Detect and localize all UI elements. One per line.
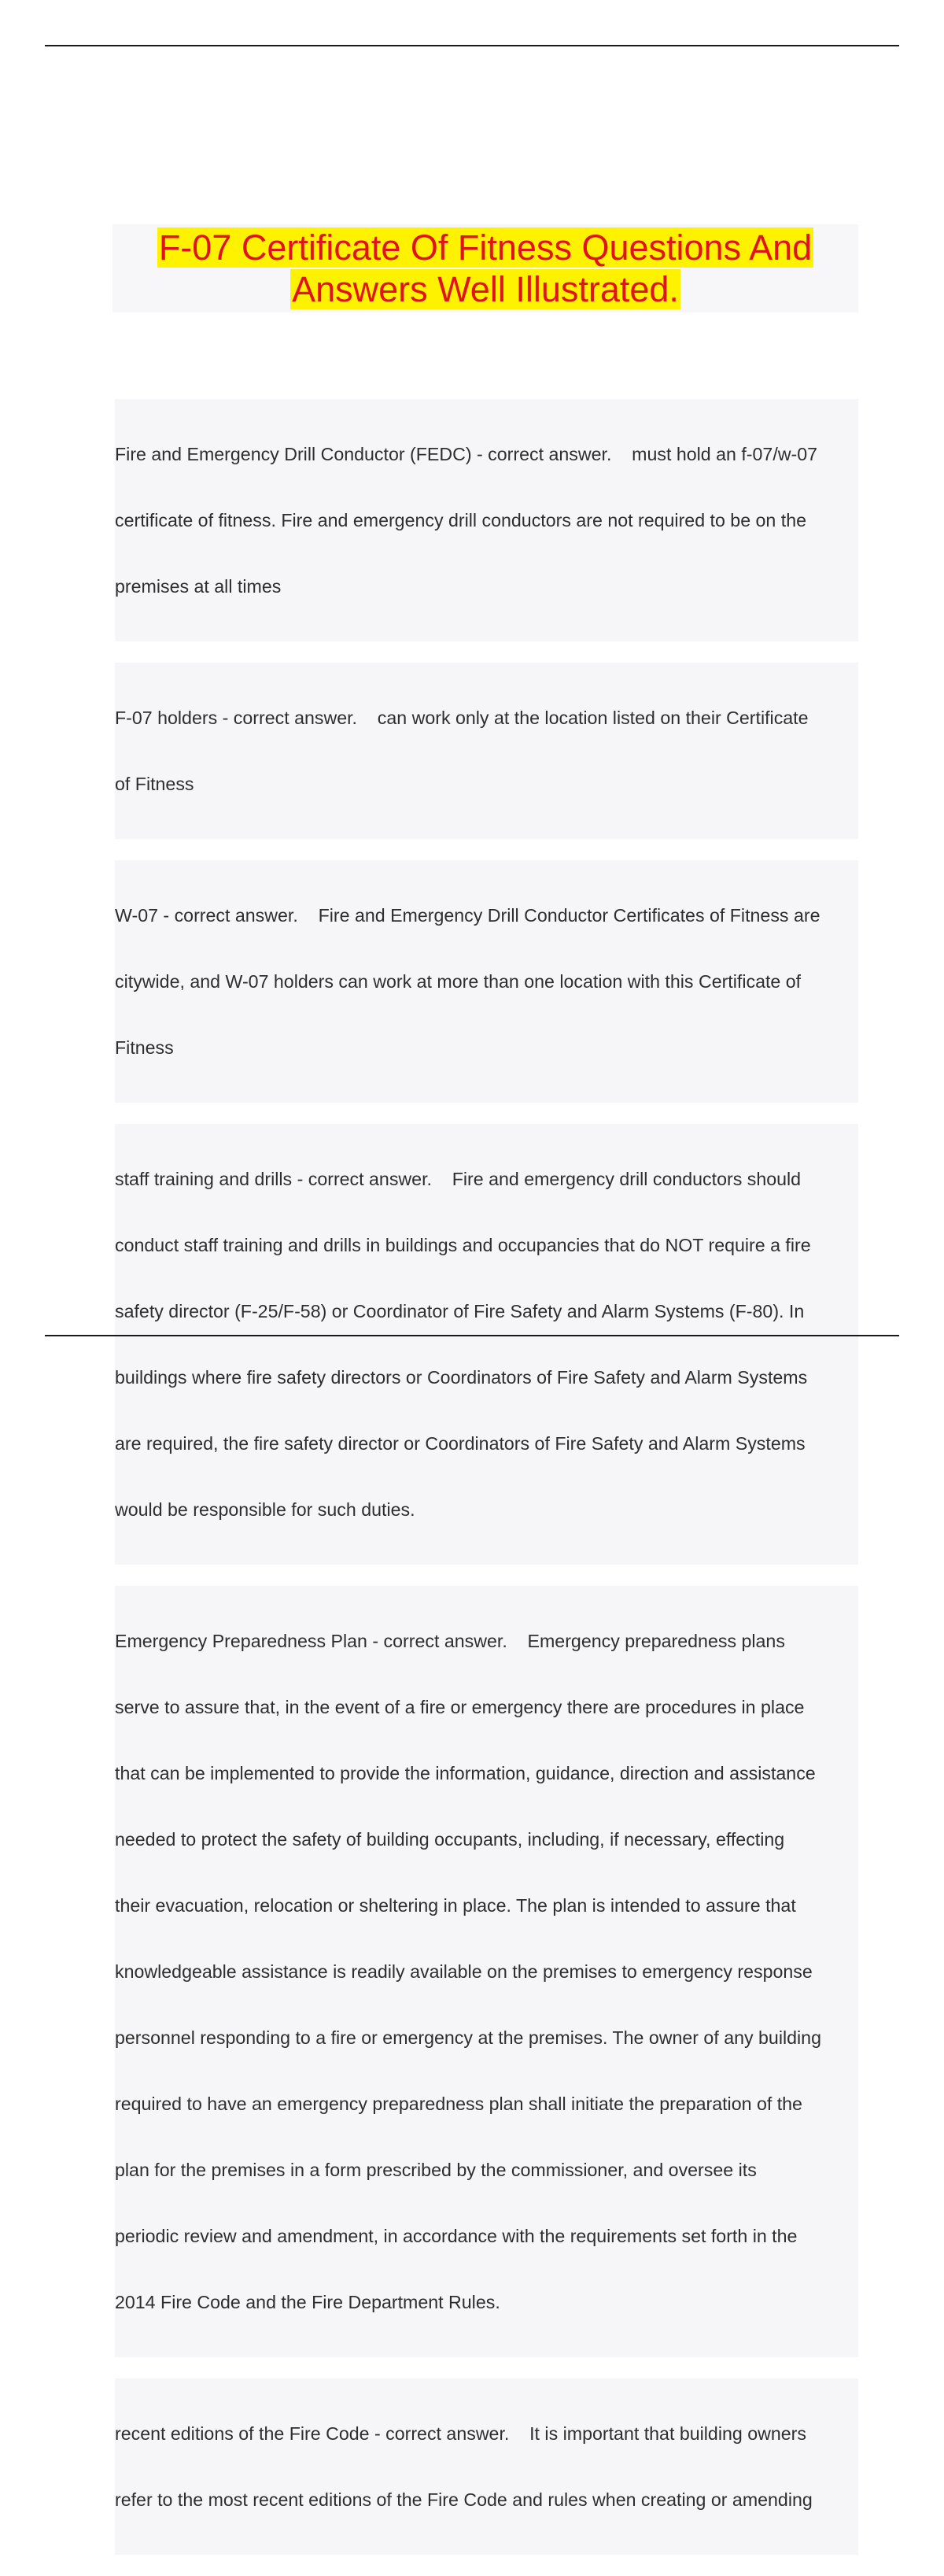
text-line: F-07 holders - correct answer. can work only at the location listed on their Certificate bbox=[115, 708, 809, 728]
text-line: would be responsible for such duties. bbox=[115, 1499, 415, 1520]
text-line: W-07 - correct answer. Fire and Emergency Drill Conductor Certificates of Fitness are bbox=[115, 905, 820, 926]
text-line: Fire and Emergency Drill Conductor (FEDC) - correct answer. must hold an f-07/w-07 bbox=[115, 444, 818, 464]
text-line: plan for the premises in a form prescribed by the commissioner, and oversee its bbox=[115, 2160, 757, 2180]
qa-entry-recent-editions bbox=[115, 2378, 858, 2555]
text-line: serve to assure that, in the event of a fire or emergency there are procedures in place bbox=[115, 1697, 805, 1717]
text-line: staff training and drills - correct answer. Fire and emergency drill conductors should bbox=[115, 1169, 802, 1189]
title-line-2: Answers Well Illustrated. bbox=[292, 269, 679, 309]
text-line: safety director (F-25/F-58) or Coordinator of Fire Safety and Alarm Systems (F-80). In bbox=[115, 1301, 805, 1321]
text-line: are required, the fire safety director or Coordinators of Fire Safety and Alarm Systems bbox=[115, 1433, 806, 1454]
text-line: 2014 Fire Code and the Fire Department Rules. bbox=[115, 2292, 500, 2312]
text-line: knowledgeable assistance is readily available on the premises to emergency response bbox=[115, 1961, 813, 1982]
text-line: refer to the most recent editions of the Fire Code and rules when creating or amending bbox=[115, 2489, 813, 2510]
text-line: needed to protect the safety of building occupants, including, if necessary, effecting bbox=[115, 1829, 785, 1850]
title-line-1: F-07 Certificate Of Fitness Questions And bbox=[158, 227, 813, 268]
text-line: required to have an emergency preparedness plan shall initiate the preparation of the bbox=[115, 2094, 802, 2114]
text-line: certificate of fitness. Fire and emergency drill conductors are not required to be on the bbox=[115, 510, 807, 530]
text-line: buildings where fire safety directors or Coordinators of Fire Safety and Alarm Systems bbox=[115, 1367, 808, 1388]
qa-entry-emergency-plan bbox=[115, 1586, 858, 2357]
text-line: periodic review and amendment, in accordance with the requirements set forth in the bbox=[115, 2226, 798, 2246]
qa-entry-fedc bbox=[115, 399, 858, 641]
text-line: premises at all times bbox=[115, 576, 282, 597]
text-line: that can be implemented to provide the information, guidance, direction and assistance bbox=[115, 1763, 816, 1783]
text-line: of Fitness bbox=[115, 774, 194, 794]
qa-entry-f07-holders bbox=[115, 663, 858, 839]
qa-entry-staff-training bbox=[115, 1124, 858, 1565]
text-line: their evacuation, relocation or sheltering in place. The plan is intended to assure that bbox=[115, 1895, 796, 1916]
qa-list bbox=[115, 399, 858, 2576]
qa-entry-w07 bbox=[115, 860, 858, 1103]
document-title bbox=[112, 224, 858, 312]
text-line: citywide, and W-07 holders can work at more than one location with this Certificate of bbox=[115, 971, 802, 992]
text-line: conduct staff training and drills in buildings and occupancies that do NOT require a fire bbox=[115, 1235, 811, 1255]
text-line: personnel responding to a fire or emergency at the premises. The owner of any building bbox=[115, 2027, 821, 2048]
text-line: Emergency Preparedness Plan - correct answer. Emergency preparedness plans bbox=[115, 1631, 785, 1651]
header-rule bbox=[45, 45, 899, 46]
text-line: Fitness bbox=[115, 1037, 174, 1058]
text-line: recent editions of the Fire Code - correct answer. It is important that building owners bbox=[115, 2423, 806, 2444]
footer-rule bbox=[45, 1335, 899, 1336]
